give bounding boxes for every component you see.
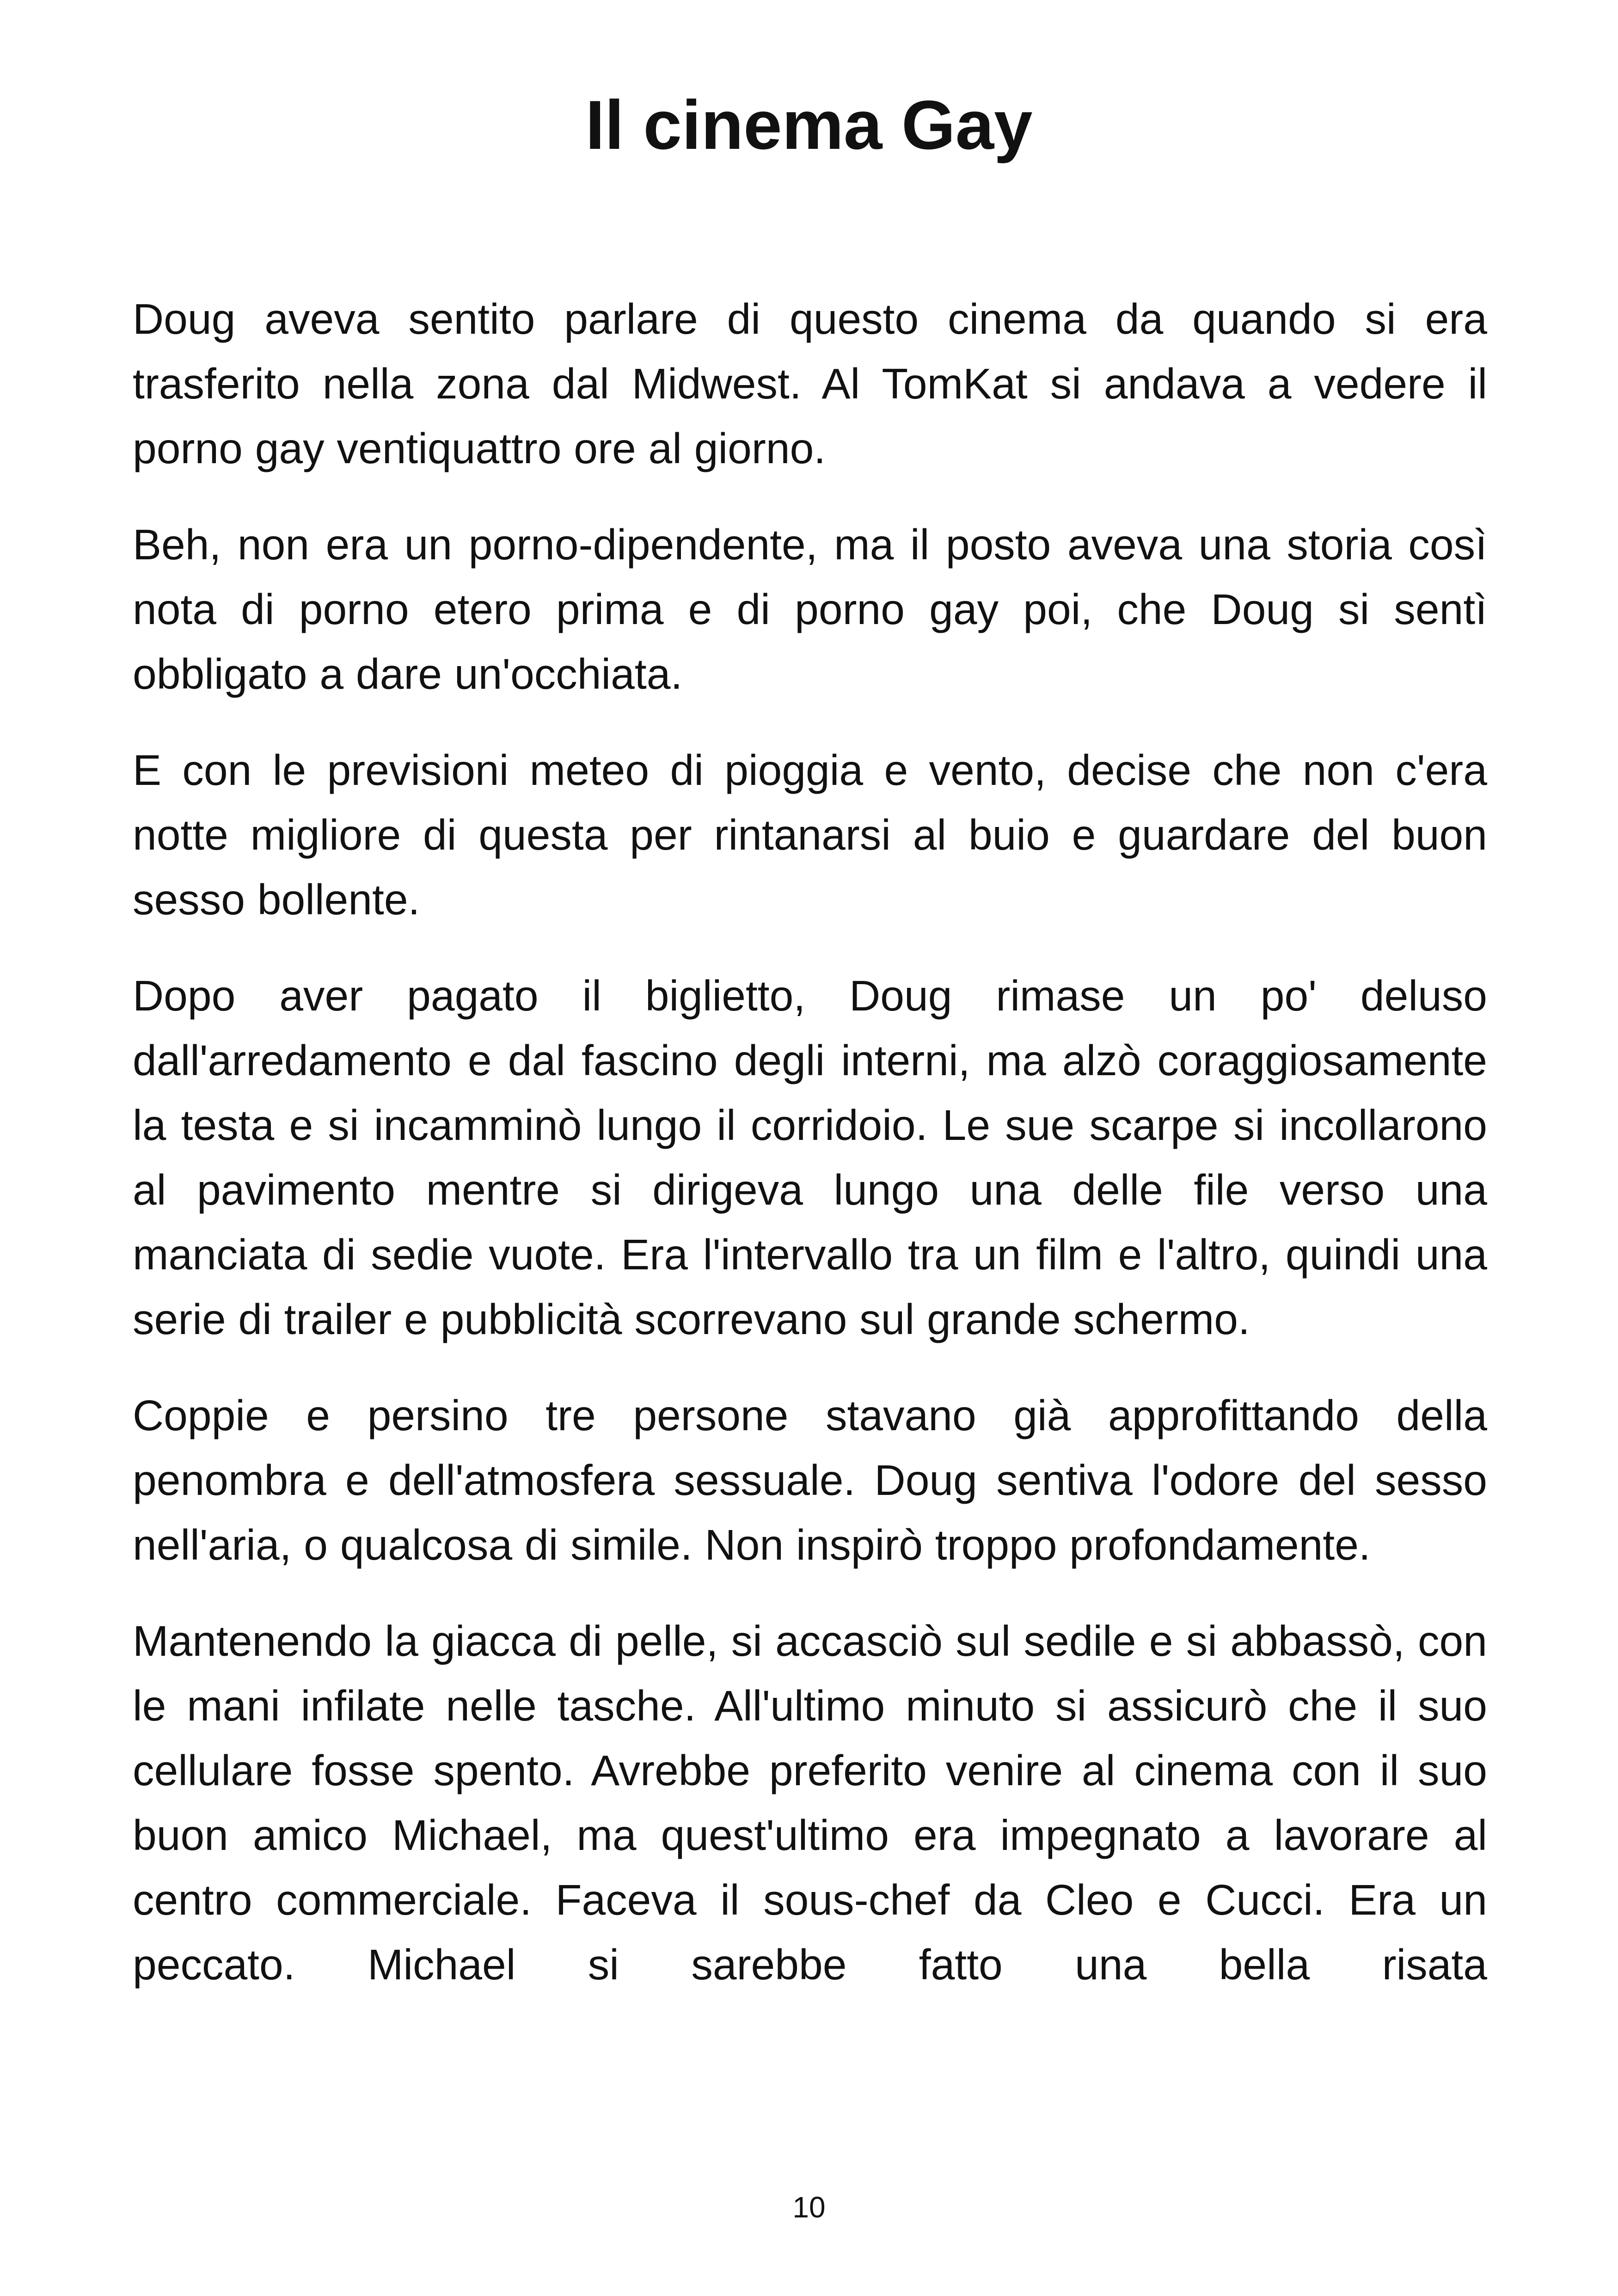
page-title: Il cinema Gay bbox=[585, 86, 1033, 164]
page-number: 10 bbox=[792, 2191, 826, 2224]
paragraph-3: E con le previsioni meteo di pioggia e vento, decise che non c'era notte migliore di questa per rintanarsi al buio e guardare del buon sesso bollente. bbox=[133, 746, 1487, 924]
paragraph-5: Coppie e persino tre persone stavano già approfittando della penombra e dell'atmosfera sessuale. Doug sentiva l'odore del sesso nell'aria, o qualcosa di simile. Non inspirò troppo profondamente. bbox=[133, 1391, 1487, 1569]
paragraph-4: Dopo aver pagato il biglietto, Doug rimase un po' deluso dall'arredamento e dal fascino degli interni, ma alzò coraggiosamente la testa e si incamminò lungo il corridoio. Le sue scarpe si incollarono al pavimento mentre si dirigeva lungo una delle file verso una manciata di sedie vuote. Era l'intervallo tra un film e l'altro, quindi una serie di trailer e pubblicità scorrevano sul grande schermo. bbox=[133, 972, 1487, 1343]
paragraph-2: Beh, non era un porno-dipendente, ma il posto aveva una storia così nota di porno etero prima e di porno gay poi, che Doug si sentì obbligato a dare un'occhiata. bbox=[133, 520, 1487, 698]
body-text bbox=[133, 287, 1487, 1997]
paragraph-1: Doug aveva sentito parlare di questo cinema da quando si era trasferito nella zona dal Midwest. Al TomKat si andava a vedere il porno gay ventiquattro ore al giorno. bbox=[133, 295, 1487, 472]
paragraph-6: Mantenendo la giacca di pelle, si accasciò sul sedile e si abbassò, con le mani infilate nelle tasche. All'ultimo minuto si assicurò che il suo cellulare fosse spento. Avrebbe preferito venire al cinema con il suo buon amico Michael, ma quest'ultimo era impegnato a lavorare al centro commerciale. Faceva il sous-chef da Cleo e Cucci. Era un peccato. Michael si sarebbe fatto una bella risata bbox=[133, 1617, 1487, 1989]
